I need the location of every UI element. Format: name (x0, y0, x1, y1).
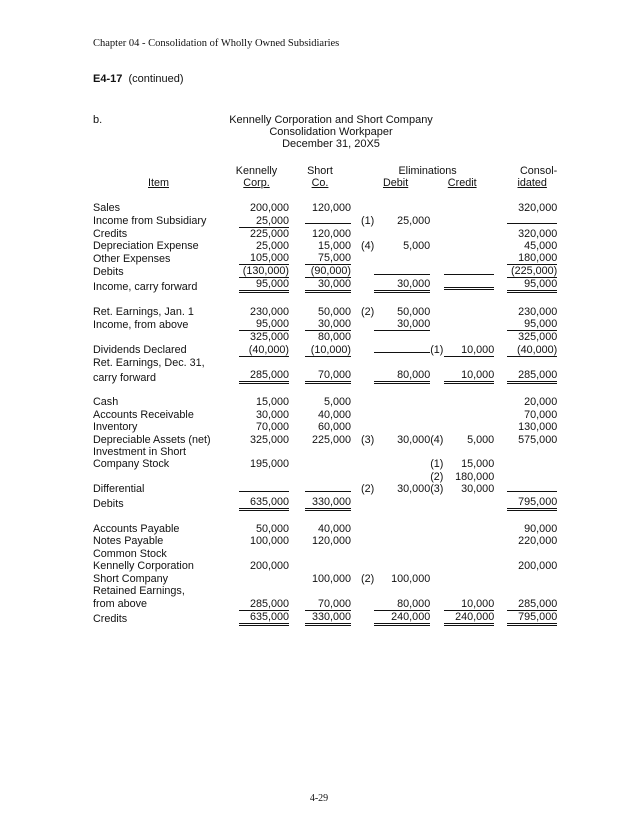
table-row (93, 523, 557, 535)
cell-debit-ref: (1) (361, 215, 375, 228)
table-row (93, 573, 557, 585)
table-row (93, 228, 557, 240)
cell-item: Differential (93, 483, 145, 496)
cell-credit: 10,000 (444, 599, 494, 611)
cell-kennelly: 100,000 (249, 535, 289, 548)
cell-consolidated: 325,000 (518, 331, 558, 344)
cell-short: 70,000 (305, 370, 351, 384)
cell-item: Company Stock (93, 458, 170, 471)
col-consol-bottom: idated (517, 177, 547, 190)
cell-item: Cash (93, 396, 119, 409)
cell-kennelly: 200,000 (249, 202, 289, 215)
table-row (93, 598, 557, 611)
cell-kennelly: 200,000 (249, 560, 289, 573)
cell-kennelly: 230,000 (249, 305, 289, 318)
table-row (93, 535, 557, 547)
cell-short: 40,000 (317, 408, 351, 421)
page-number: 4-29 (309, 793, 329, 804)
table-row (93, 202, 557, 214)
cell-credit-ref: (2) (430, 470, 444, 483)
cell-kennelly (239, 491, 289, 492)
col-kennelly-top: Kennelly (235, 165, 278, 177)
cell-short: 70,000 (305, 599, 351, 611)
cell-consolidated: 285,000 (507, 599, 557, 611)
cell-kennelly: 95,000 (239, 319, 289, 331)
cell-consolidated: (40,000) (507, 345, 557, 357)
table-row (93, 585, 557, 597)
cell-consolidated (507, 491, 557, 492)
cell-credit-ref: (1) (430, 458, 444, 471)
cell-kennelly: 30,000 (255, 408, 289, 421)
cell-credit-ref: (3) (430, 483, 444, 496)
cell-debit: 25,000 (397, 215, 431, 228)
table-row (93, 306, 557, 318)
cell-credit-ref: (4) (430, 433, 444, 446)
cell-short: 225,000 (311, 433, 351, 446)
cell-item: Depreciation Expense (93, 240, 199, 253)
cell-debit-ref: (2) (361, 572, 375, 585)
cell-kennelly: 25,000 (239, 216, 289, 228)
cell-consolidated: 220,000 (518, 535, 558, 548)
cell-debit: 30,000 (397, 483, 431, 496)
cell-debit: 240,000 (374, 612, 430, 626)
table-row (93, 548, 557, 560)
cell-item: Ret. Earnings, Jan. 1 (93, 305, 194, 318)
spacer-row (93, 293, 557, 305)
cell-kennelly: 25,000 (255, 240, 289, 253)
cell-consolidated: 575,000 (518, 433, 558, 446)
cell-credit: 240,000 (444, 612, 494, 626)
table-row (93, 458, 557, 470)
table-row (93, 318, 557, 331)
cell-debit: 30,000 (374, 319, 430, 331)
cell-item: Depreciable Assets (net) (93, 433, 211, 446)
cell-consolidated: 200,000 (518, 560, 558, 573)
cell-kennelly: 15,000 (255, 396, 289, 409)
cell-short: 100,000 (311, 572, 351, 585)
table-row (93, 496, 557, 511)
table-row (93, 344, 557, 357)
cell-item: Common Stock (93, 547, 167, 560)
table-row (93, 409, 557, 421)
table-row (93, 421, 557, 433)
cell-short: (10,000) (305, 345, 351, 357)
cell-short: 330,000 (305, 612, 351, 626)
cell-item: Investment in Short (93, 446, 187, 459)
cell-short: 330,000 (305, 497, 351, 511)
cell-credit: 5,000 (467, 433, 495, 446)
exercise-suffix: (continued) (128, 73, 184, 85)
cell-credit: 180,000 (455, 470, 495, 483)
cell-short: 60,000 (317, 421, 351, 434)
cell-credit (444, 274, 494, 275)
workpaper-company: Kennelly Corporation and Short Company (229, 114, 433, 126)
cell-short: 5,000 (323, 396, 351, 409)
cell-short: 30,000 (305, 279, 351, 293)
cell-item: Sales (93, 202, 121, 215)
cell-consolidated: 90,000 (524, 523, 558, 536)
cell-kennelly: (130,000) (239, 266, 289, 278)
part-label: b. (93, 114, 103, 126)
cell-kennelly: 195,000 (249, 458, 289, 471)
cell-kennelly: 95,000 (239, 279, 289, 293)
cell-consolidated: 320,000 (518, 227, 558, 240)
col-eliminations: Eliminations (398, 165, 457, 177)
spacer-row (93, 511, 557, 523)
cell-short: 30,000 (305, 319, 351, 331)
workpaper-date: December 31, 20X5 (282, 138, 380, 150)
cell-short: (90,000) (305, 266, 351, 278)
table-row (93, 278, 557, 293)
workpaper-body (93, 202, 557, 625)
cell-short (305, 491, 351, 492)
cell-debit (374, 352, 430, 353)
exercise-number: E4-17 (93, 73, 123, 85)
cell-consolidated: 230,000 (518, 305, 558, 318)
cell-item: Other Expenses (93, 253, 171, 266)
cell-item: Income, from above (93, 318, 189, 331)
cell-item: Inventory (93, 421, 138, 434)
cell-item: carry forward (93, 371, 156, 384)
cell-debit-ref: (2) (361, 483, 375, 496)
spacer-row (93, 384, 557, 396)
cell-short: 75,000 (305, 253, 351, 265)
cell-item: from above (93, 598, 148, 611)
table-row (93, 215, 557, 228)
table-row (93, 240, 557, 252)
cell-short: 80,000 (317, 331, 351, 344)
cell-kennelly: 70,000 (255, 421, 289, 434)
cell-item: Retained Earnings, (93, 585, 185, 598)
table-row (93, 611, 557, 626)
cell-item: Debits (93, 266, 124, 279)
cell-consolidated: 130,000 (518, 421, 558, 434)
table-row (93, 483, 557, 495)
table-row (93, 252, 557, 265)
cell-kennelly: 635,000 (239, 497, 289, 511)
cell-item: Income, carry forward (93, 281, 198, 294)
cell-short: 50,000 (317, 305, 351, 318)
cell-consolidated: 95,000 (507, 319, 557, 331)
cell-debit: 100,000 (391, 572, 431, 585)
header-row-top (93, 165, 557, 177)
cell-kennelly: 635,000 (239, 612, 289, 626)
cell-short: 120,000 (311, 535, 351, 548)
cell-debit: 50,000 (397, 305, 431, 318)
cell-kennelly: 285,000 (239, 370, 289, 384)
cell-kennelly: 325,000 (249, 433, 289, 446)
cell-kennelly: 285,000 (239, 599, 289, 611)
table-row (93, 446, 557, 458)
cell-debit-ref: (3) (361, 433, 375, 446)
cell-item: Notes Payable (93, 535, 164, 548)
cell-item: Short Company (93, 572, 169, 585)
cell-debit: 80,000 (374, 370, 430, 384)
cell-item: Dividends Declared (93, 344, 187, 357)
cell-kennelly: (40,000) (239, 345, 289, 357)
cell-consolidated: 795,000 (507, 497, 557, 511)
table-row (93, 396, 557, 408)
cell-short: 40,000 (317, 523, 351, 536)
cell-item: Income from Subsidiary (93, 215, 207, 228)
cell-debit: 80,000 (374, 599, 430, 611)
cell-short (305, 223, 351, 224)
cell-consolidated: 20,000 (524, 396, 558, 409)
cell-kennelly: 50,000 (255, 523, 289, 536)
cell-kennelly: 225,000 (249, 227, 289, 240)
col-short-top: Short (307, 165, 333, 177)
cell-consolidated: 180,000 (507, 253, 557, 265)
table-row (93, 265, 557, 278)
exercise-title (93, 73, 184, 85)
cell-consolidated (507, 223, 557, 224)
col-kennelly-bottom: Corp. (243, 177, 270, 190)
col-item: Item (148, 177, 169, 190)
cell-debit (374, 274, 430, 275)
cell-credit: 10,000 (444, 370, 494, 384)
table-row (93, 357, 557, 369)
cell-consolidated: (225,000) (507, 266, 557, 278)
cell-debit: 30,000 (397, 433, 431, 446)
cell-item: Ret. Earnings, Dec. 31, (93, 356, 205, 369)
cell-short: 120,000 (311, 202, 351, 215)
col-consol-top: Consol- (519, 165, 558, 177)
cell-item: Credits (93, 613, 128, 626)
cell-consolidated: 795,000 (507, 612, 557, 626)
cell-short: 15,000 (317, 240, 351, 253)
col-credit: Credit (447, 177, 477, 190)
cell-debit: 5,000 (403, 240, 431, 253)
cell-item: Accounts Receivable (93, 408, 194, 421)
cell-consolidated: 320,000 (518, 202, 558, 215)
table-row (93, 434, 557, 446)
chapter-header: Chapter 04 - Consolidation of Wholly Owned Subsidiaries (93, 38, 340, 49)
cell-consolidated: 95,000 (507, 279, 557, 293)
cell-consolidated: 70,000 (524, 408, 558, 421)
header-row-bottom (93, 177, 557, 189)
cell-item: Credits (93, 227, 128, 240)
col-short-bottom: Co. (311, 177, 329, 190)
cell-credit: 30,000 (461, 483, 495, 496)
cell-item: Kennelly Corporation (93, 560, 194, 573)
cell-credit-ref: (1) (430, 344, 444, 357)
cell-kennelly: 325,000 (249, 331, 289, 344)
cell-kennelly: 105,000 (239, 253, 289, 265)
cell-debit-ref: (4) (361, 240, 375, 253)
table-row (93, 369, 557, 384)
cell-debit-ref: (2) (361, 305, 375, 318)
table-row (93, 471, 557, 483)
cell-credit: 10,000 (444, 345, 494, 357)
cell-item: Accounts Payable (93, 523, 180, 536)
cell-debit: 30,000 (374, 279, 430, 293)
cell-consolidated: 45,000 (524, 240, 558, 253)
col-debit: Debit (382, 177, 409, 190)
cell-short: 120,000 (311, 227, 351, 240)
cell-item: Debits (93, 498, 124, 511)
consolidation-workpaper-table (93, 165, 557, 626)
workpaper-subtitle: Consolidation Workpaper (269, 126, 393, 138)
cell-credit (444, 287, 494, 290)
cell-credit: 15,000 (461, 458, 495, 471)
cell-consolidated: 285,000 (507, 370, 557, 384)
table-row (93, 560, 557, 572)
table-row (93, 331, 557, 343)
